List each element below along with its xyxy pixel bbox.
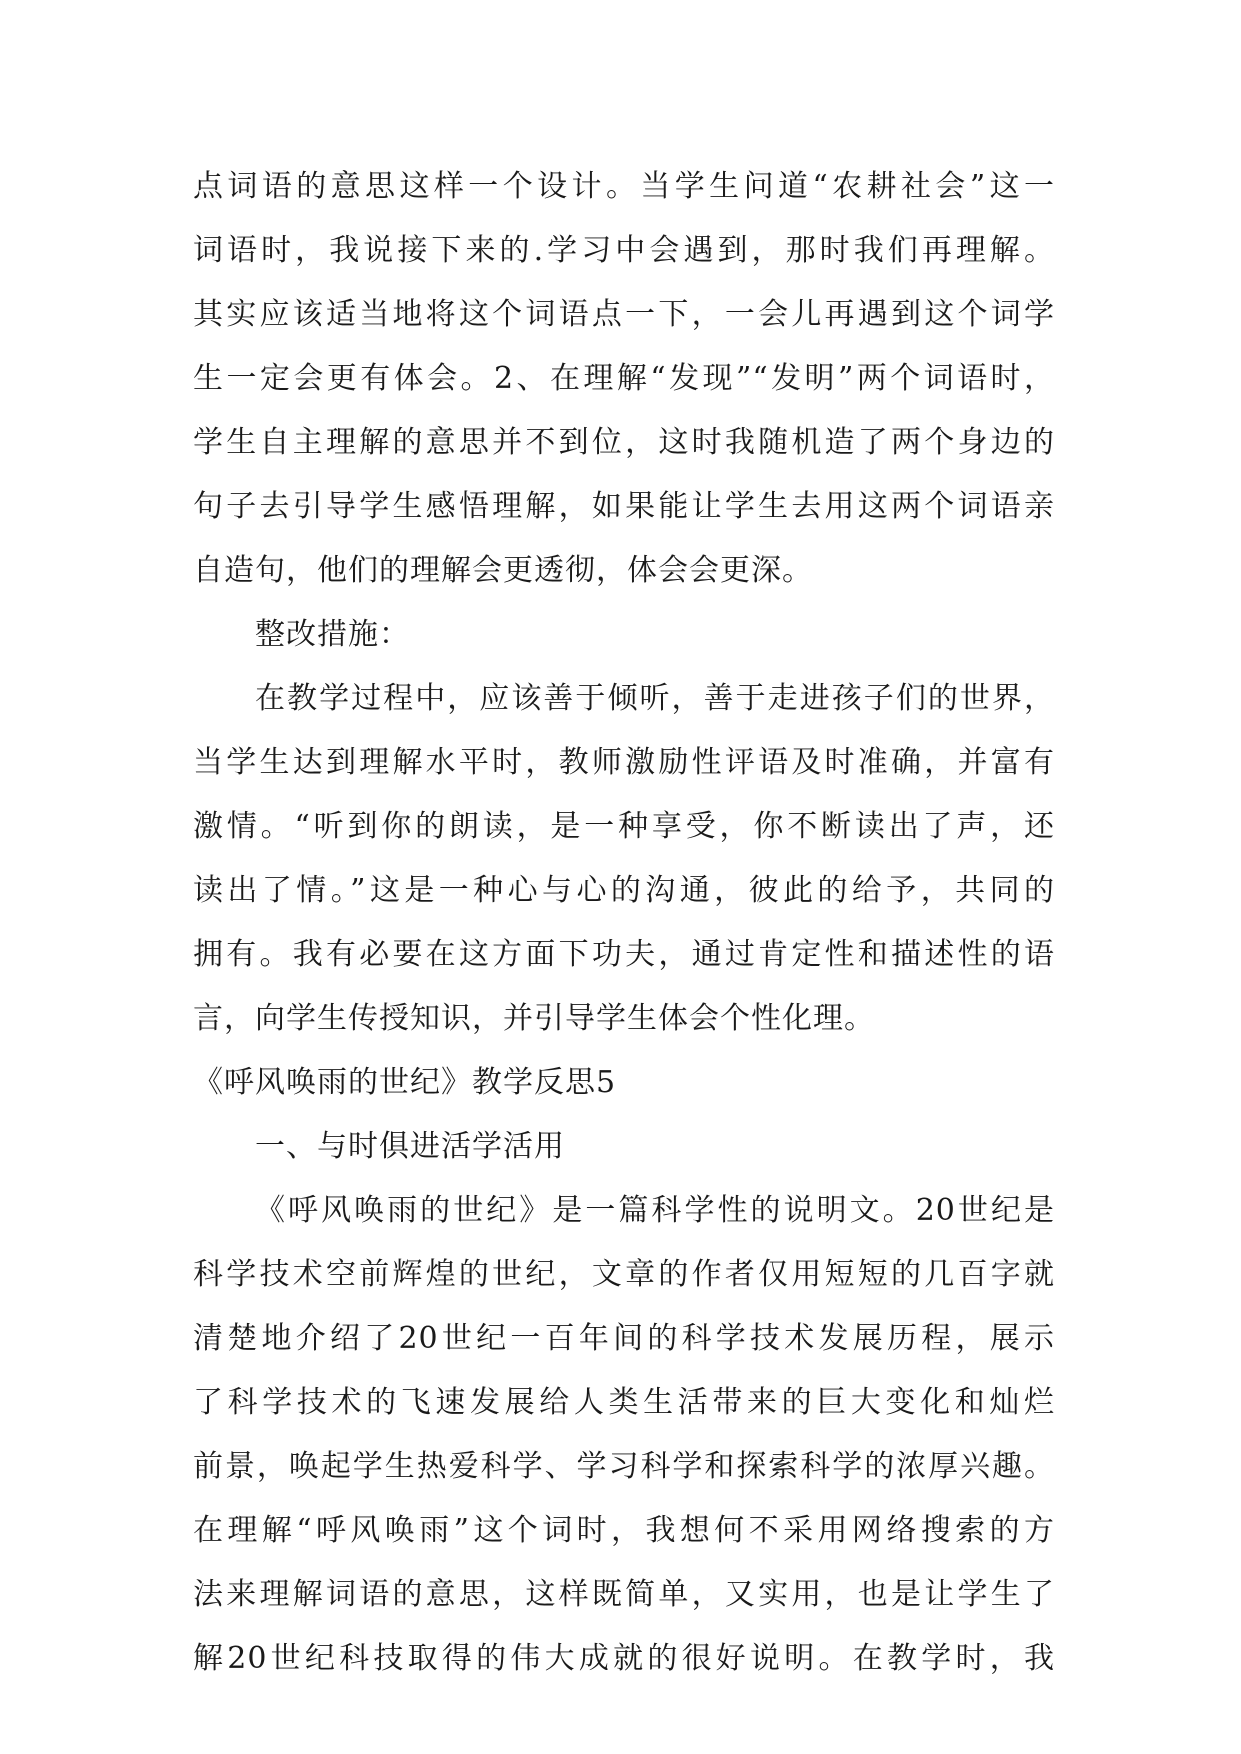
subsection-heading: 一、与时俱进活学活用: [255, 1129, 565, 1164]
paragraph-line: 前景，唤起学生热爱科学、学习科学和探索科学的浓厚兴趣。: [193, 1449, 1055, 1484]
paragraph-line: 当学生达到理解水平时，教师激励性评语及时准确，并富有: [193, 745, 1055, 780]
paragraph-line: 《呼风唤雨的世纪》是一篇科学性的说明文。20世纪是: [255, 1193, 1055, 1228]
paragraph-line: 点词语的意思这样一个设计。当学生问道“农耕社会”这一: [193, 169, 1055, 204]
paragraph-line: 科学技术空前辉煌的世纪，文章的作者仅用短短的几百字就: [193, 1257, 1055, 1292]
paragraph-line: 句子去引导学生感悟理解，如果能让学生去用这两个词语亲: [193, 489, 1055, 524]
paragraph-line: 法来理解词语的意思，这样既简单，又实用，也是让学生了: [193, 1577, 1055, 1612]
paragraph-line: 学生自主理解的意思并不到位，这时我随机造了两个身边的: [193, 425, 1055, 460]
paragraph-line: 其实应该适当地将这个词语点一下，一会儿再遇到这个词学: [193, 297, 1055, 332]
paragraph-line: 在教学过程中，应该善于倾听，善于走进孩子们的世界，: [255, 681, 1055, 716]
paragraph-line: 解20世纪科技取得的伟大成就的很好说明。在教学时，我: [193, 1641, 1055, 1676]
section-label: 整改措施：: [255, 617, 410, 652]
paragraph-line: 生一定会更有体会。2、在理解“发现”“发明”两个词语时，: [193, 361, 1055, 396]
paragraph-line: 在理解“呼风唤雨”这个词时，我想何不采用网络搜索的方: [193, 1513, 1055, 1548]
document-body: [193, 155, 1055, 1691]
paragraph-line: 自造句，他们的理解会更透彻，体会会更深。: [193, 553, 813, 588]
paragraph-line: 了科学技术的飞速发展给人类生活带来的巨大变化和灿烂: [193, 1385, 1055, 1420]
paragraph-line: 读出了情。”这是一种心与心的沟通，彼此的给予，共同的: [193, 873, 1055, 908]
paragraph-line: 拥有。我有必要在这方面下功夫，通过肯定性和描述性的语: [193, 937, 1055, 972]
paragraph-line: 言，向学生传授知识，并引导学生体会个性化理。: [193, 1001, 875, 1036]
paragraph-line: 激情。“听到你的朗读，是一种享受，你不断读出了声，还: [193, 809, 1055, 844]
paragraph-line: 词语时，我说接下来的.学习中会遇到，那时我们再理解。: [193, 233, 1055, 268]
section-heading: 《呼风唤雨的世纪》教学反思5: [193, 1065, 617, 1100]
paragraph-line: 清楚地介绍了20世纪一百年间的科学技术发展历程，展示: [193, 1321, 1055, 1356]
